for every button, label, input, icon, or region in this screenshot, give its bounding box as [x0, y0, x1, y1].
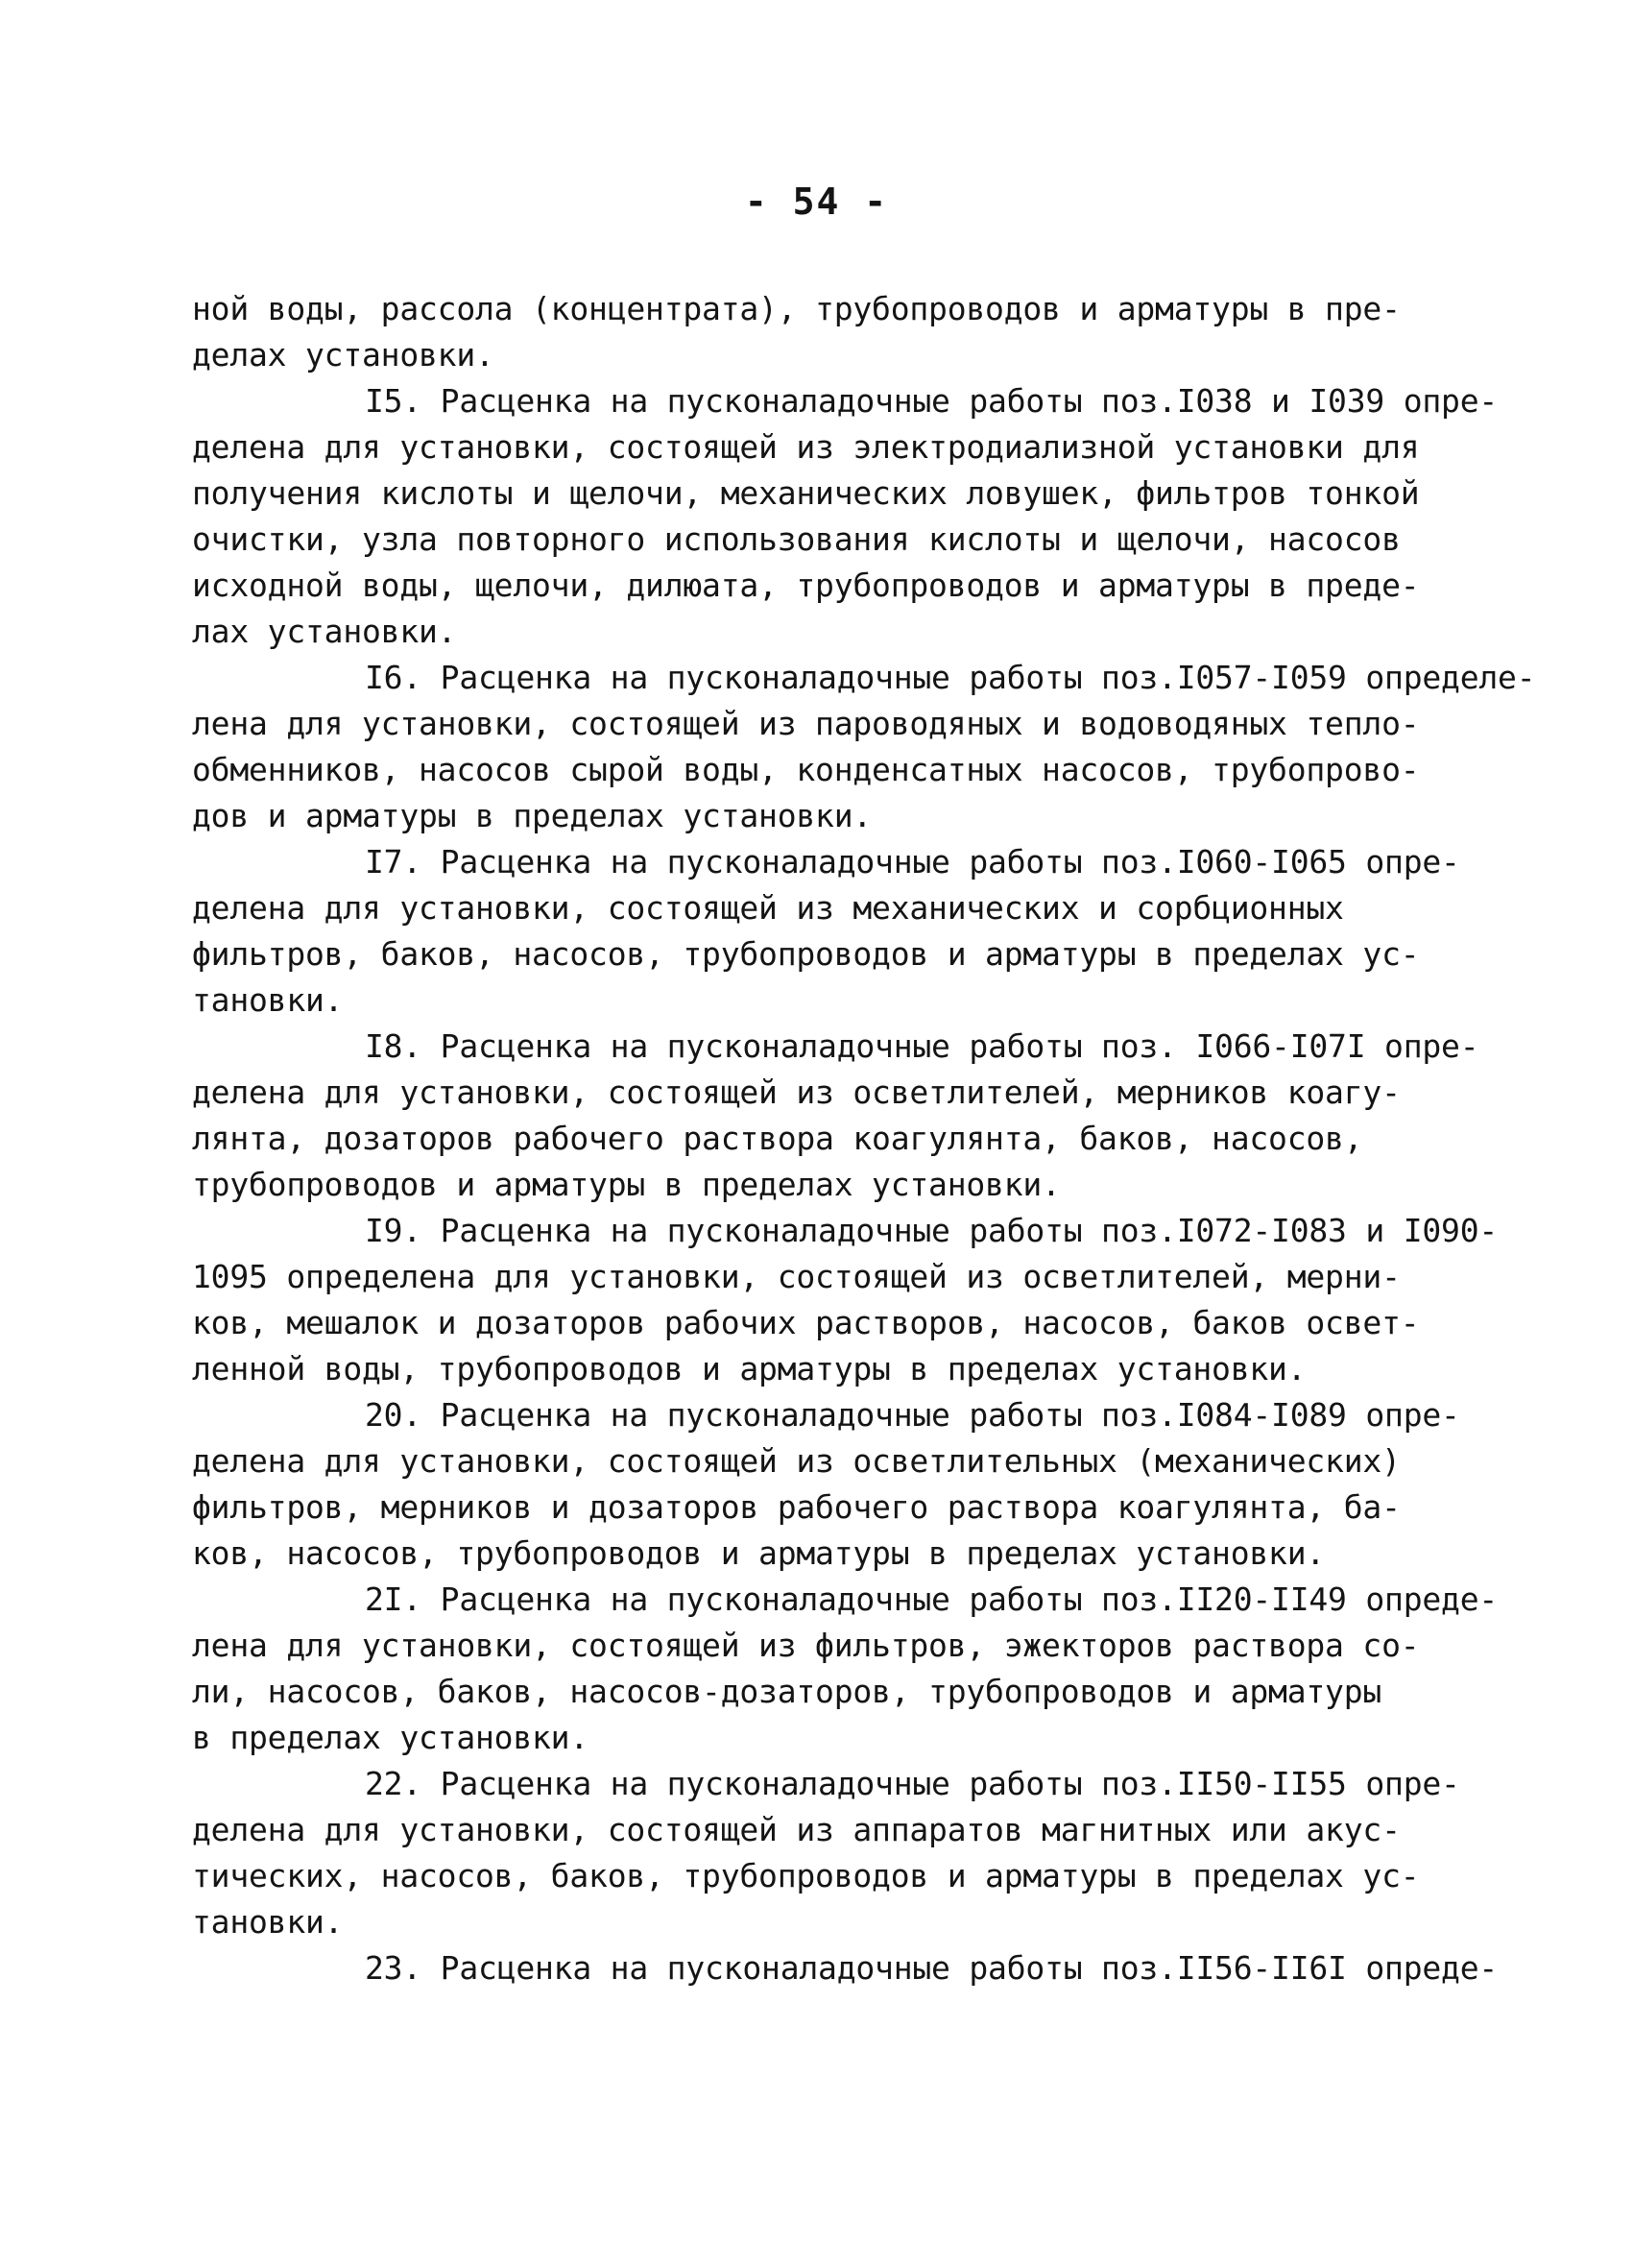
paragraph-first-line: 2I. Расценка на пусконаладочные работы поз.II20-II49 опреде- [365, 1580, 1499, 1618]
text-line: лена для установки, состоящей из фильтров, эжекторов раствора со- [192, 1627, 1420, 1664]
text-line: ков, насосов, трубопроводов и арматуры в пределах установки. [192, 1534, 1326, 1572]
paragraph-first-line: I6. Расценка на пусконаладочные работы поз.I057-I059 определе- [365, 659, 1536, 696]
text-line: в пределах установки. [192, 1719, 589, 1756]
text-line: ли, насосов, баков, насосов-дозаторов, трубопроводов и арматуры [192, 1673, 1382, 1710]
paragraph-first-line: I8. Расценка на пусконаладочные работы поз. I066-I07I опре- [365, 1027, 1479, 1065]
text-line: исходной воды, щелочи, дилюата, трубопроводов и арматуры в преде- [192, 567, 1420, 604]
paragraph-first-line: I5. Расценка на пусконаладочные работы поз.I038 и I039 опре- [365, 382, 1499, 420]
paragraph-first-line: 22. Расценка на пусконаладочные работы поз.II50-II55 опре- [365, 1765, 1460, 1802]
text-line: очистки, узла повторного использования кислоты и щелочи, насосов [192, 520, 1401, 558]
text-line: 1095 определена для установки, состоящей из осветлителей, мерни- [192, 1258, 1401, 1295]
text-line: делена для установки, состоящей из аппаратов магнитных или акус- [192, 1811, 1401, 1848]
text-line: тановки. [192, 981, 344, 1019]
text-line: фильтров, баков, насосов, трубопроводов и арматуры в пределах ус- [192, 935, 1420, 973]
paragraph-first-line: I7. Расценка на пусконаладочные работы поз.I060-I065 опре- [365, 843, 1460, 881]
paragraph-first-line: 23. Расценка на пусконаладочные работы поз.II56-II6I опреде- [365, 1949, 1499, 1987]
text-line: лах установки. [192, 613, 457, 650]
text-line: лена для установки, состоящей из пароводяных и водоводяных тепло- [192, 705, 1420, 742]
text-line: обменников, насосов сырой воды, конденсатных насосов, трубопрово- [192, 751, 1420, 788]
text-line: тических, насосов, баков, трубопроводов и арматуры в пределах ус- [192, 1857, 1420, 1894]
text-line: ленной воды, трубопроводов и арматуры в пределах установки. [192, 1350, 1307, 1387]
body-text [192, 286, 1536, 1991]
text-line: делена для установки, состоящей из осветлительных (механических) [192, 1442, 1401, 1480]
text-line: ков, мешалок и дозаторов рабочих растворов, насосов, баков освет- [192, 1304, 1420, 1341]
text-line: получения кислоты и щелочи, механических ловушек, фильтров тонкой [192, 474, 1420, 512]
text-line: делена для установки, состоящей из осветлителей, мерников коагу- [192, 1074, 1401, 1111]
text-line: лянта, дозаторов рабочего раствора коагулянта, баков, насосов, [192, 1120, 1363, 1157]
text-line: фильтров, мерников и дозаторов рабочего раствора коагулянта, ба- [192, 1488, 1401, 1526]
paragraph-first-line: 20. Расценка на пусконаладочные работы поз.I084-I089 опре- [365, 1396, 1460, 1434]
page-number: - 54 - [744, 181, 889, 223]
text-line: тановки. [192, 1903, 344, 1941]
text-line: делена для установки, состоящей из электродиализной установки для [192, 428, 1420, 466]
text-line: дов и арматуры в пределах установки. [192, 797, 873, 834]
text-line: делена для установки, состоящей из механических и сорбционных [192, 889, 1344, 927]
text-line: делах установки. [192, 336, 494, 374]
paragraph-first-line: I9. Расценка на пусконаладочные работы поз.I072-I083 и I090- [365, 1212, 1499, 1249]
text-line: ной воды, рассола (концентрата), трубопроводов и арматуры в пре- [192, 290, 1401, 327]
text-line: трубопроводов и арматуры в пределах установки. [192, 1166, 1061, 1203]
